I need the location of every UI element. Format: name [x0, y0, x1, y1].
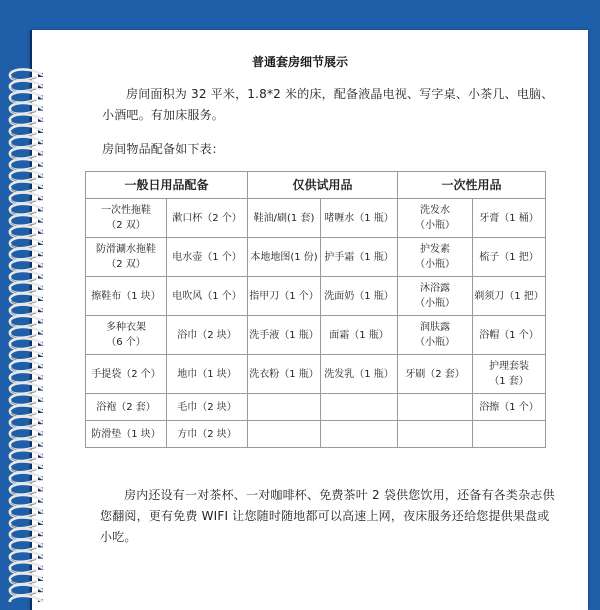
table-cell: 洗面奶（1 瓶） [321, 277, 398, 316]
closing-paragraph: 房内还设有一对茶杯、一对咖啡杯、免费茶叶 2 袋供您饮用，还备有各类杂志供您翻阅，更有免费 WIFI 让您随时随地都可以高速上网，夜床服务还给您提供果盘或小吃。 [100, 488, 555, 544]
header-trial-items: 仅供试用品 [248, 172, 398, 199]
table-cell: 牙刷（2 套） [398, 355, 473, 394]
table-cell: 浴巾（2 块） [167, 316, 248, 355]
table-cell: 洗手液（1 瓶） [248, 316, 321, 355]
table-cell: 面霜（1 瓶） [321, 316, 398, 355]
room-items-table [85, 171, 546, 448]
table-cell: 润肤露 （小瓶） [398, 316, 473, 355]
table-cell: 地巾（1 块） [167, 355, 248, 394]
table-cell: 电吹风（1 个） [167, 277, 248, 316]
page-title: 普通套房细节展示 [251, 55, 348, 69]
table-cell: 洗发乳（1 瓶） [321, 355, 398, 394]
table-cell [248, 421, 321, 448]
table-cell: 防滑垫（1 块） [86, 421, 167, 448]
table-cell [398, 394, 473, 421]
table-cell: 洗衣粉（1 瓶） [248, 355, 321, 394]
table-cell: 浴帽（1 个） [473, 316, 546, 355]
item-list-label: 房间物品配备如下表： [102, 142, 225, 156]
table-cell: 擦鞋布（1 块） [86, 277, 167, 316]
table-row [86, 238, 546, 277]
table-cell [473, 421, 546, 448]
table-cell: 剃须刀（1 把） [473, 277, 546, 316]
table-cell: 护理套装 （1 套） [473, 355, 546, 394]
table-row [86, 277, 546, 316]
table-cell: 浴擦（1 个） [473, 394, 546, 421]
table-cell: 一次性拖鞋 （2 双） [86, 199, 167, 238]
table-cell: 鞋油/刷(1 套) [248, 199, 321, 238]
table-row [86, 355, 546, 394]
table-cell: 浴袍（2 套） [86, 394, 167, 421]
spiral-binding-icon [0, 0, 64, 602]
header-daily-items: 一般日用品配备 [86, 172, 248, 199]
table-cell: 方巾（2 块） [167, 421, 248, 448]
table-cell [321, 421, 398, 448]
table-row [86, 394, 546, 421]
table-cell: 沐浴露 （小瓶） [398, 277, 473, 316]
table-cell: 梳子（1 把） [473, 238, 546, 277]
table-cell [248, 394, 321, 421]
table-cell: 洗发水 （小瓶） [398, 199, 473, 238]
table-cell: 防滑涮水拖鞋 （2 双） [86, 238, 167, 277]
table-row [86, 421, 546, 448]
table-cell: 护发素 （小瓶） [398, 238, 473, 277]
table-cell: 护手霜（1 瓶） [321, 238, 398, 277]
table-row [86, 316, 546, 355]
table-cell [321, 394, 398, 421]
table-cell: 毛巾（2 块） [167, 394, 248, 421]
table-row [86, 199, 546, 238]
header-disposable-items: 一次性用品 [398, 172, 546, 199]
table-cell: 漱口杯（2 个） [167, 199, 248, 238]
table-cell: 本地地图(1 份) [248, 238, 321, 277]
table-cell: 多种衣架 （6 个） [86, 316, 167, 355]
table-cell: 指甲刀（1 个） [248, 277, 321, 316]
table-cell: 啫喱水（1 瓶） [321, 199, 398, 238]
table-cell: 牙膏（1 桶） [473, 199, 546, 238]
table-cell: 电水壶（1 个） [167, 238, 248, 277]
room-intro-paragraph: 房间面积为 32 平米，1.8*2 米的床，配备液晶电视、写字桌、小茶几、电脑、小酒吧。有加床服务。 [102, 87, 554, 122]
table-cell [398, 421, 473, 448]
table-cell: 手提袋（2 个） [86, 355, 167, 394]
table-header-row [86, 172, 546, 199]
